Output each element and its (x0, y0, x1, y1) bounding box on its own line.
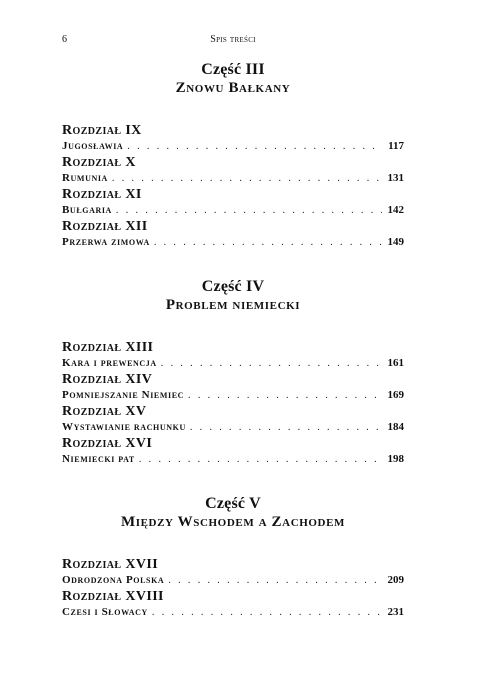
part-label: Część III (201, 61, 265, 78)
part-title: Znowu Bałkany (175, 80, 291, 96)
chapter-entry[interactable] (62, 187, 404, 219)
chapter-title: Odrodzona Polska (62, 574, 165, 586)
part-heading (62, 494, 404, 532)
dot-leader (139, 453, 382, 467)
chapter-entry[interactable] (62, 404, 404, 436)
page-ref: 149 (387, 236, 404, 248)
chapter-list (62, 340, 404, 468)
part-section (62, 494, 404, 621)
chapter-title: Przerwa zimowa (62, 236, 150, 248)
page-ref: 142 (387, 204, 404, 216)
page-ref: 184 (387, 421, 404, 433)
dot-leader (168, 574, 381, 588)
dot-leader (154, 236, 382, 250)
chapter-entry[interactable] (62, 436, 404, 468)
chapter-entry[interactable] (62, 557, 404, 589)
chapter-title: Kara i prewencja (62, 357, 157, 369)
chapter-list (62, 557, 404, 621)
entry-line (62, 573, 404, 587)
entry-line (62, 356, 404, 370)
chapter-label: Rozdział XI (62, 187, 142, 202)
chapter-title: Pomniejszanie Niemiec (62, 389, 185, 401)
dot-leader (188, 389, 381, 403)
page-ref: 131 (387, 172, 404, 184)
dot-leader (190, 421, 382, 435)
chapter-label: Rozdział XV (62, 404, 147, 419)
chapter-list (62, 123, 404, 251)
part-label: Część V (205, 495, 261, 512)
chapter-entry[interactable] (62, 155, 404, 187)
dot-leader (161, 357, 382, 371)
entry-line (62, 388, 404, 402)
part-section (62, 60, 404, 251)
page-ref: 161 (387, 357, 404, 369)
entry-line (62, 203, 404, 217)
page-ref: 169 (387, 389, 404, 401)
chapter-label: Rozdział XIII (62, 340, 154, 355)
part-title: Problem niemiecki (165, 297, 301, 313)
chapter-label: Rozdział XIV (62, 372, 153, 387)
part-label: Część IV (201, 278, 265, 295)
chapter-title: Niemiecki pat (62, 453, 135, 465)
entry-line (62, 452, 404, 466)
chapter-title: Czesi i Słowacy (62, 606, 148, 618)
page-ref: 209 (387, 574, 404, 586)
entry-line (62, 139, 404, 153)
dot-leader (112, 172, 382, 186)
chapter-entry[interactable] (62, 589, 404, 621)
chapter-label: Rozdział XVII (62, 557, 159, 572)
chapter-title: Jugosławia (62, 140, 124, 152)
chapter-label: Rozdział IX (62, 123, 142, 138)
chapter-label: Rozdział X (62, 155, 136, 170)
chapter-title: Rumunia (62, 172, 108, 184)
dot-leader (116, 204, 382, 218)
part-title: Między Wschodem a Zachodem (120, 514, 346, 530)
page-ref: 231 (387, 606, 404, 618)
dot-leader (127, 140, 382, 154)
chapter-label: Rozdział XVIII (62, 589, 164, 604)
part-section (62, 277, 404, 468)
chapter-label: Rozdział XII (62, 219, 148, 234)
chapter-entry[interactable] (62, 340, 404, 372)
entry-line (62, 235, 404, 249)
part-heading (62, 60, 404, 98)
entry-line (62, 171, 404, 185)
page-header (62, 34, 404, 48)
page-ref: 198 (387, 453, 404, 465)
entry-line (62, 420, 404, 434)
entry-line (62, 605, 404, 619)
chapter-entry[interactable] (62, 219, 404, 251)
page-ref: 117 (388, 140, 404, 152)
chapter-title: Wystawianie rachunku (62, 421, 186, 433)
page-number: 6 (62, 34, 67, 45)
chapter-title: Bułgaria (62, 204, 112, 216)
dot-leader (152, 606, 382, 620)
chapter-entry[interactable] (62, 123, 404, 155)
chapter-entry[interactable] (62, 372, 404, 404)
running-title: Spis treści (210, 34, 256, 45)
chapter-label: Rozdział XVI (62, 436, 153, 451)
part-heading (62, 277, 404, 315)
